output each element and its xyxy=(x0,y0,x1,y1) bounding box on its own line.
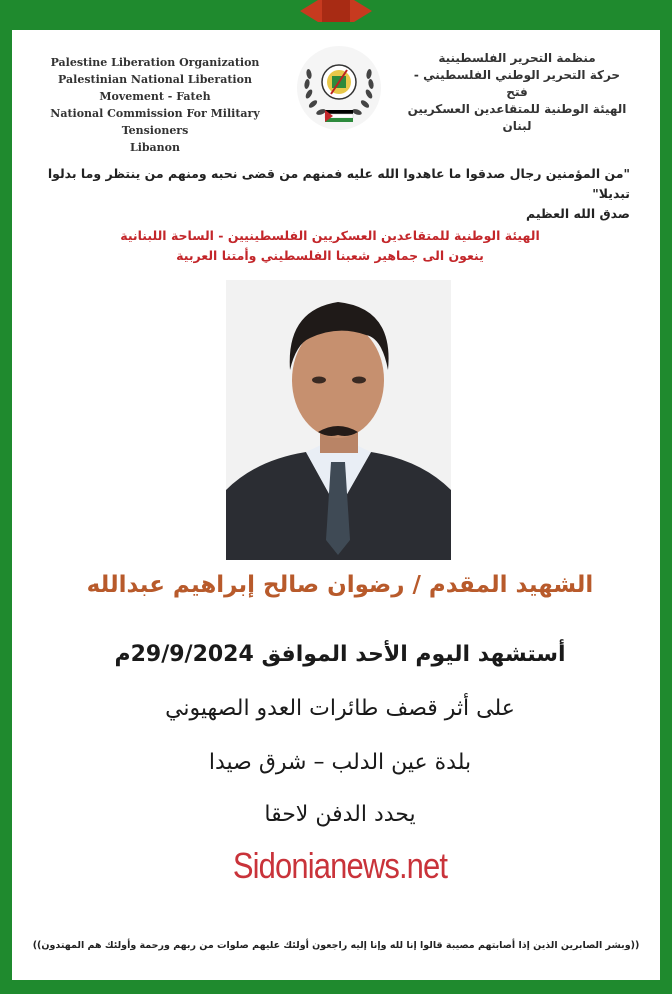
header-ar-line: الهيئة الوطنية للمتقاعدين العسكريين xyxy=(407,102,627,116)
header-english xyxy=(40,54,270,156)
martyr-name: الشهيد المقدم / رضوان صالح إبراهيم عبدالله xyxy=(86,572,594,598)
commission-line-1: الهيئة الوطنية للمتقاعدين العسكريين الفلسطينيين - الساحة اللبنانية xyxy=(120,228,540,243)
quran-verse xyxy=(30,164,630,224)
burial-note: يحدد الدفن لاحقا xyxy=(264,802,416,827)
martyrdom-date: أستشهد اليوم الأحد الموافق 29/9/2024م xyxy=(114,642,566,667)
portrait-photo xyxy=(226,280,451,560)
verse-closing: صدق الله العظيم xyxy=(526,206,630,221)
bottom-verse: ((وبشر الصابرين الذين إذا أصابتهم مصيبة قالوا إنا لله وإنا إليه راجعون أولئك عليهم صلوات من ربهم ورحمة وأولئك هم المهتدون)) xyxy=(32,940,640,951)
header-ar-line: حركة التحرير الوطني الفلسطيني - فتح xyxy=(413,68,621,99)
verse-text: "من المؤمنين رجال صدقوا ما عاهدوا الله عليه فمنهم من قضى نحبه ومنهم من ينتظر وما بدلوا تبديلا" xyxy=(47,166,630,201)
site-watermark: Sidonianews.net xyxy=(232,845,448,886)
header-en-line: Libanon xyxy=(129,141,181,154)
header-arabic xyxy=(402,50,632,135)
martyrdom-cause: على أثر قصف طائرات العدو الصهيوني xyxy=(165,696,515,721)
martyrdom-place: بلدة عين الدلب – شرق صيدا xyxy=(208,750,472,775)
header-en-line: Palestinian National Liberation Movement - Fateh xyxy=(58,73,252,103)
header-ar-line: منظمة التحرير الفلسطينية xyxy=(438,51,596,65)
red-ribbon-icon xyxy=(300,0,372,22)
header-en-line: National Commission For Military Tensioners xyxy=(50,107,260,137)
commission-announcement xyxy=(80,226,580,266)
fateh-emblem-icon xyxy=(295,44,383,132)
header-ar-line: لبنان xyxy=(502,119,532,133)
header-en-line: Palestine Liberation Organization xyxy=(50,56,260,69)
commission-line-2: ينعون الى جماهير شعبنا الفلسطيني وأمتنا العربية xyxy=(176,248,484,263)
